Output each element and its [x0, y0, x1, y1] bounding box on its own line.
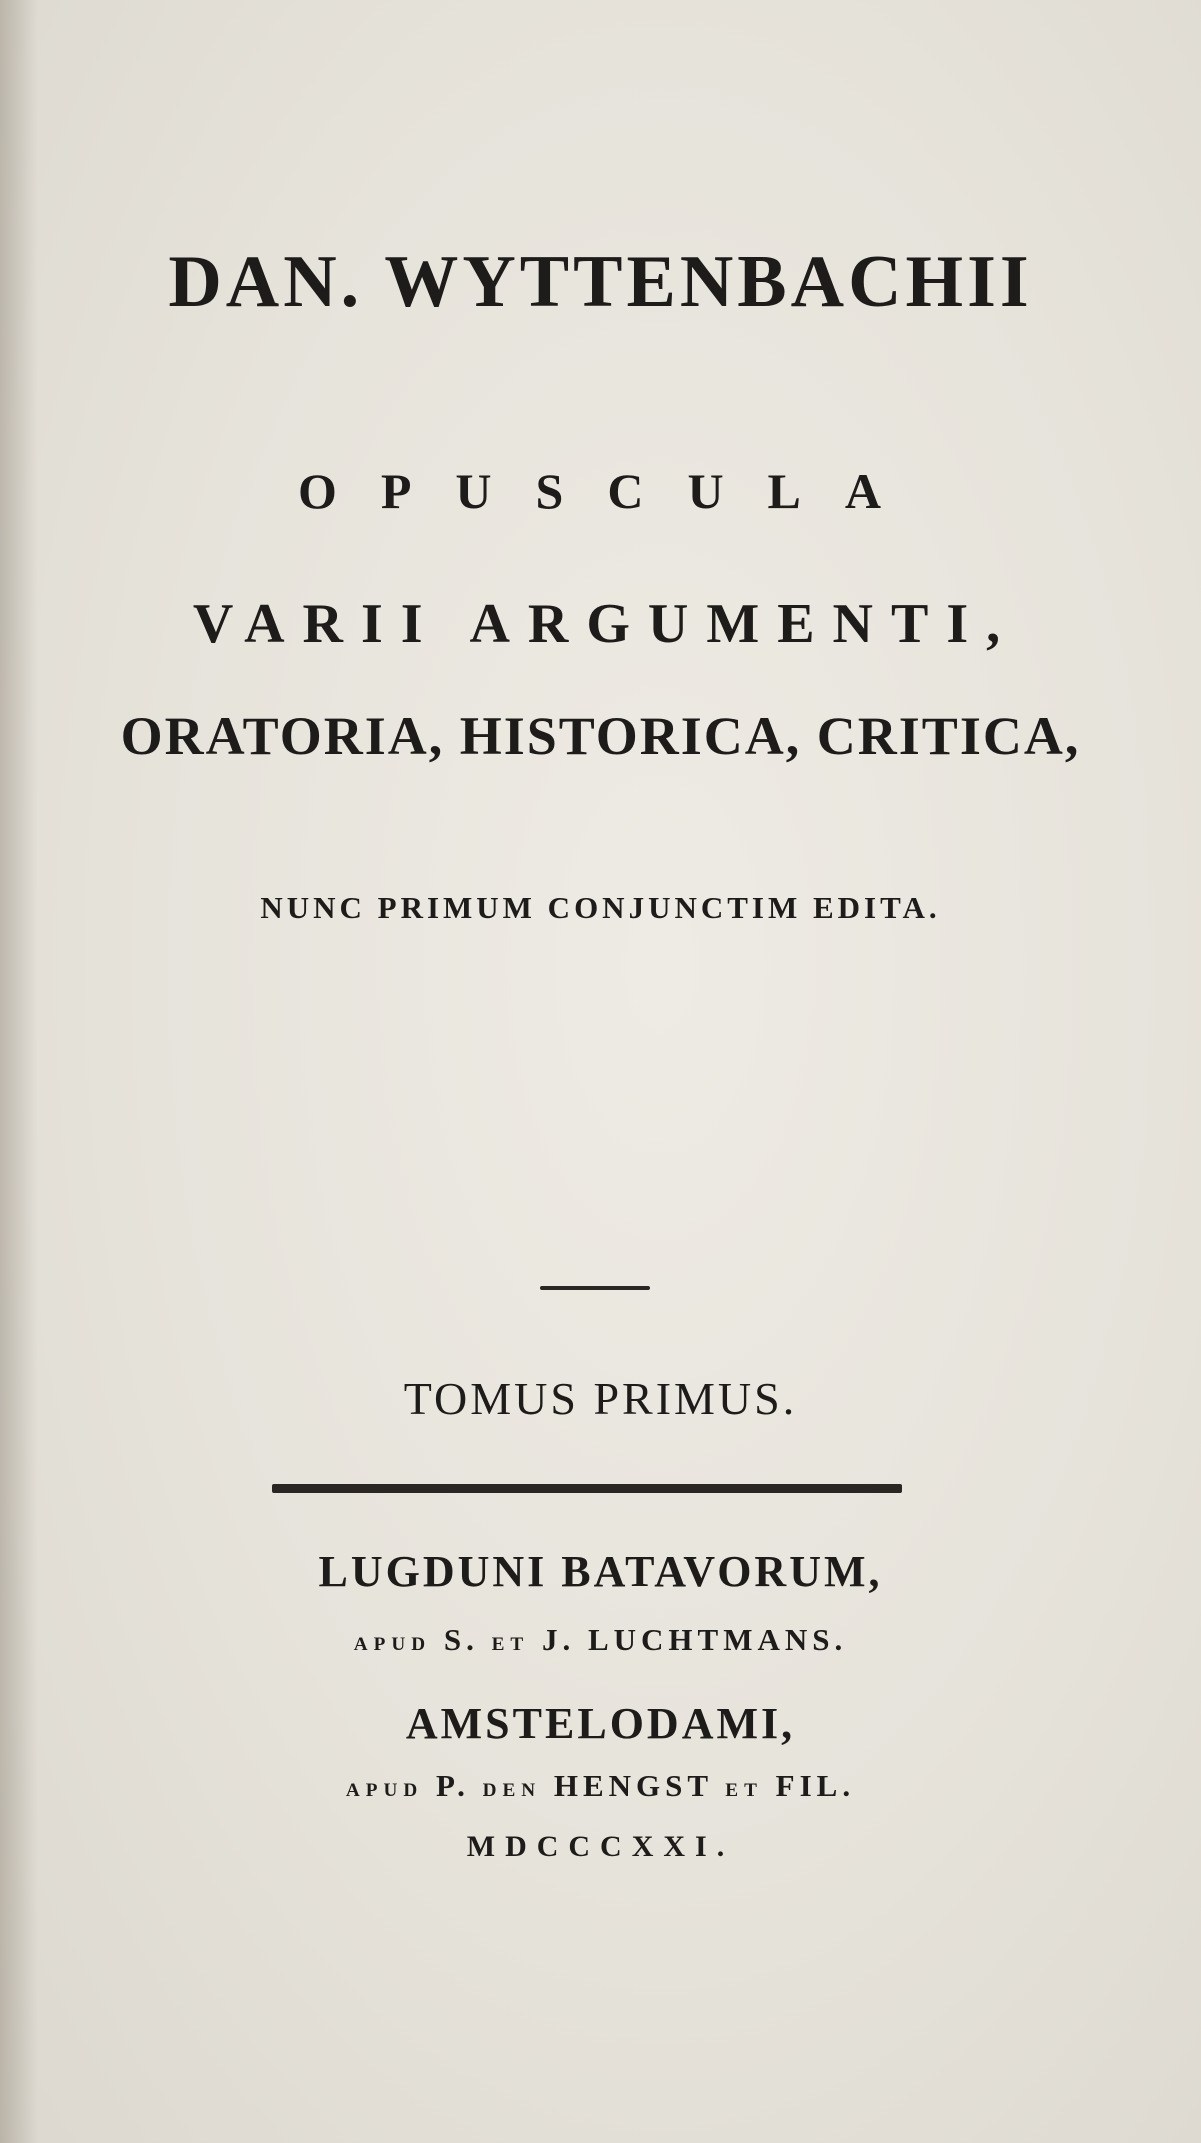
publisher-initial: P.: [435, 1768, 470, 1803]
publisher-initial: S.: [443, 1622, 479, 1657]
edition-note: NUNC PRIMUM CONJUNCTIM EDITA.: [260, 890, 941, 925]
subtitle-line-1: VARII ARGUMENTI,: [192, 593, 1019, 655]
imprint-year: MDCCCXXI.: [466, 1830, 735, 1863]
apud-word: APUD: [353, 1634, 432, 1655]
volume-line: TOMUS PRIMUS.: [403, 1373, 798, 1424]
title-line: OPUSCULA: [297, 463, 926, 519]
imprint-publisher-2: [0, 1768, 1201, 1804]
apud-word: APUD: [345, 1780, 424, 1801]
imprint-place-2: AMSTELODAMI,: [405, 1699, 796, 1748]
subtitle-line-2: ORATORIA, HISTORICA, CRITICA,: [120, 706, 1081, 766]
imprint-publisher-1: [0, 1622, 1201, 1658]
short-rule-divider: [540, 1286, 650, 1290]
imprint-place-1: LUGDUNI BATAVORUM,: [318, 1547, 883, 1596]
publisher-name: J. LUCHTMANS.: [541, 1622, 848, 1657]
author-line: DAN. WYTTENBACHII: [168, 241, 1033, 323]
den-word: DEN: [482, 1780, 542, 1801]
publisher-name: HENGST: [553, 1768, 713, 1803]
et-word: ET: [725, 1780, 763, 1801]
publisher-fil: FIL.: [775, 1768, 856, 1803]
et-word: ET: [491, 1634, 530, 1655]
long-rule-divider: [272, 1484, 902, 1493]
